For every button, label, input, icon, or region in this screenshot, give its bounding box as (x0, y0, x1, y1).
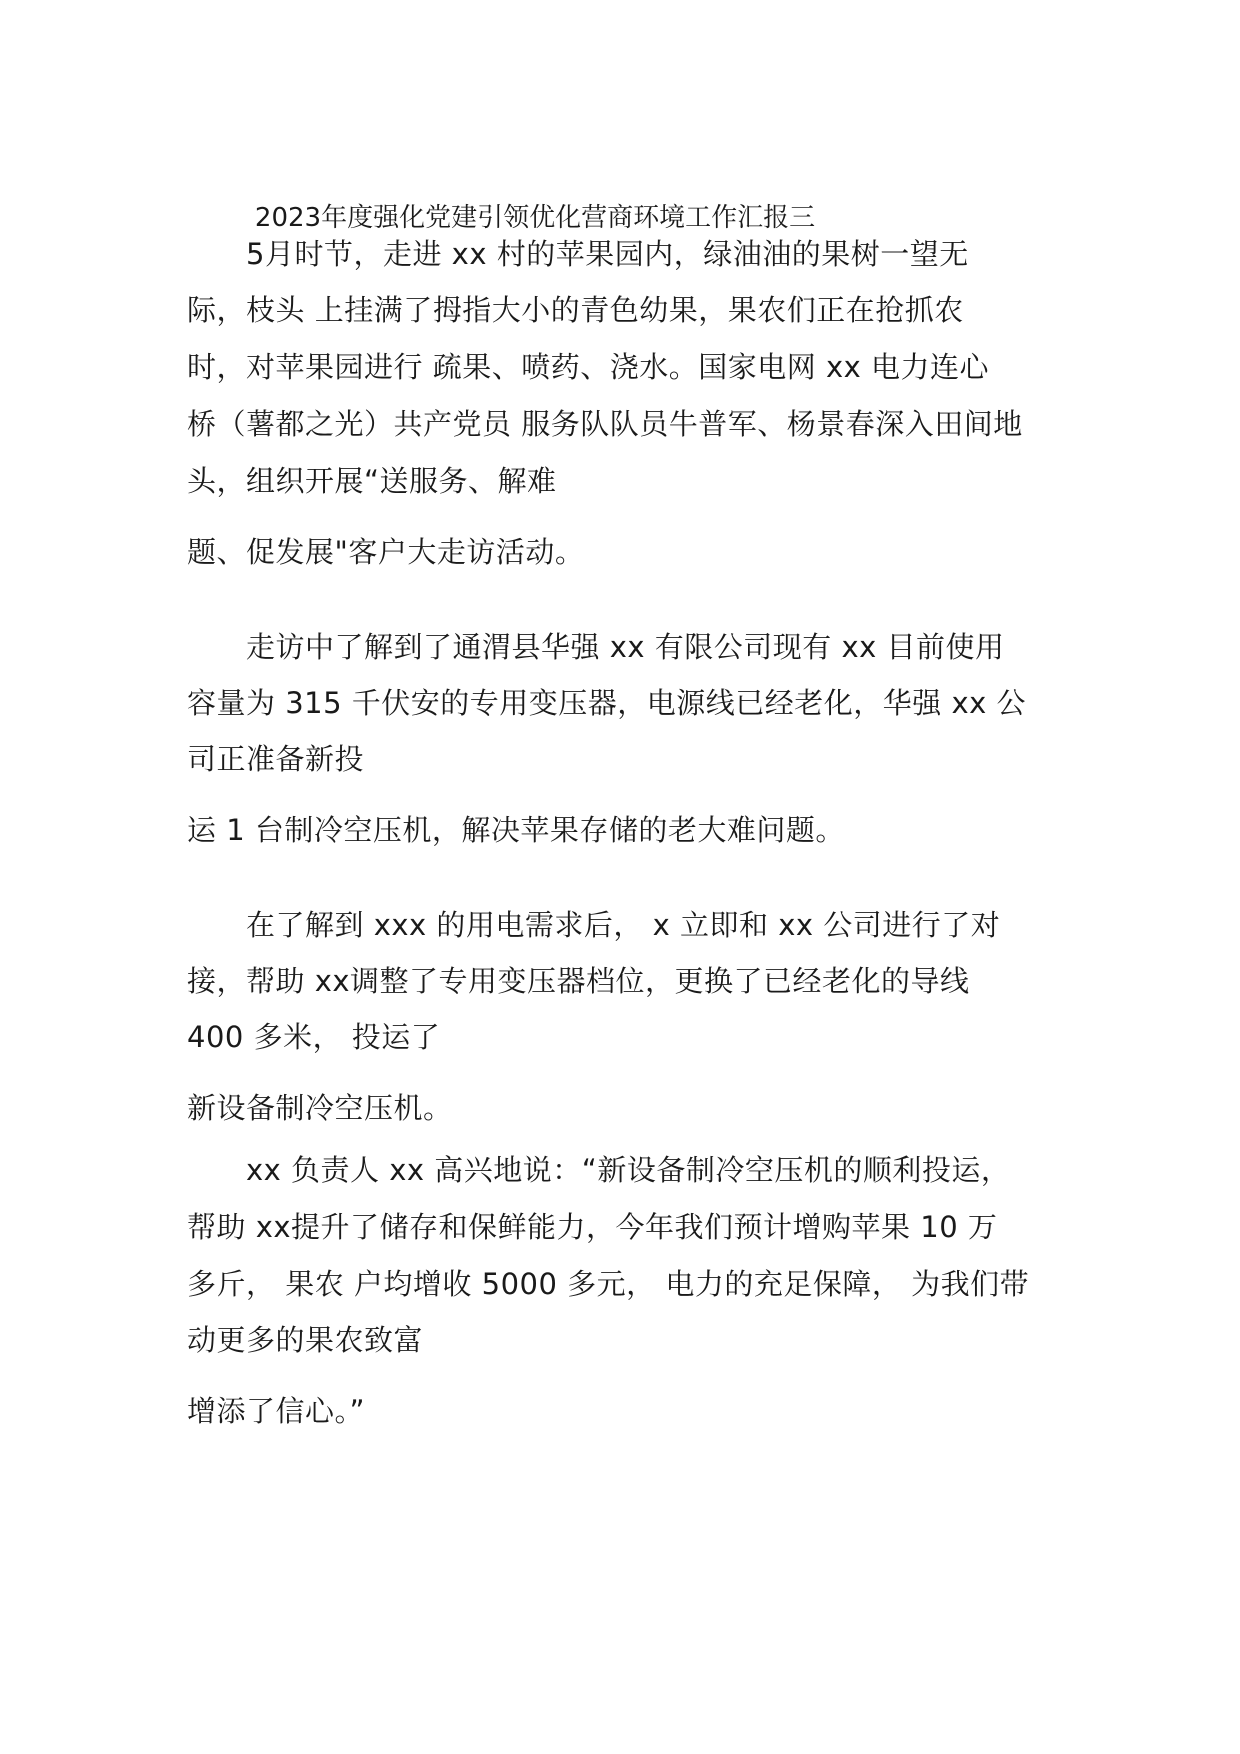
paragraph-4-line-3: 多斤， 果农 户均增收 5000 多元， 电力的充足保障， 为我们带 (187, 1267, 1030, 1301)
paragraph-2-line-3: 司正准备新投 (187, 742, 365, 776)
paragraph-2-line-4: 运 1 台制冷空压机，解决苹果存储的老大难问题。 (187, 813, 845, 847)
paragraph-3-line-2: 接，帮助 xx调整了专用变压器档位，更换了已经老化的导线 (187, 964, 970, 998)
paragraph-3-line-1: 在了解到 xxx 的用电需求后， x 立即和 xx 公司进行了对 (246, 908, 1001, 942)
paragraph-1-line-4: 桥（薯都之光）共产党员 服务队队员牛普军、杨景春深入田间地 (187, 407, 1023, 441)
paragraph-1-line-1: 5月时节，走进 xx 村的苹果园内，绿油油的果树一望无 (246, 237, 969, 271)
paragraph-1-line-3: 时，对苹果园进行 疏果、喷药、浇水。国家电网 xx 电力连心 (187, 350, 989, 384)
paragraph-4-line-1: xx 负责人 xx 高兴地说：“新设备制冷空压机的顺利投运， (246, 1153, 1011, 1187)
paragraph-2-line-2: 容量为 315 千伏安的专用变压器，电源线已经老化，华强 xx 公 (187, 686, 1027, 720)
paragraph-1-line-2: 际，枝头 上挂满了拇指大小的青色幼果，果农们正在抢抓农 (187, 293, 964, 327)
paragraph-4-line-5: 增添了信心。” (187, 1394, 366, 1428)
paragraph-3-line-3: 400 多米， 投运了 (187, 1020, 441, 1054)
paragraph-2-line-1: 走访中了解到了通渭县华强 xx 有限公司现有 xx 目前使用 (246, 630, 1005, 664)
document-title: 2023年度强化党建引领优化营商环境工作汇报三 (254, 203, 816, 233)
paragraph-4-line-4: 动更多的果农致富 (187, 1323, 424, 1357)
paragraph-3-line-4: 新设备制冷空压机。 (187, 1091, 453, 1125)
paragraph-1-line-6: 题、促发展"客户大走访活动。 (187, 535, 585, 569)
paragraph-4-line-2: 帮助 xx提升了储存和保鲜能力，今年我们预计增购苹果 10 万 (187, 1210, 998, 1244)
paragraph-1-line-5: 头，组织开展“送服务、解难 (187, 464, 557, 498)
